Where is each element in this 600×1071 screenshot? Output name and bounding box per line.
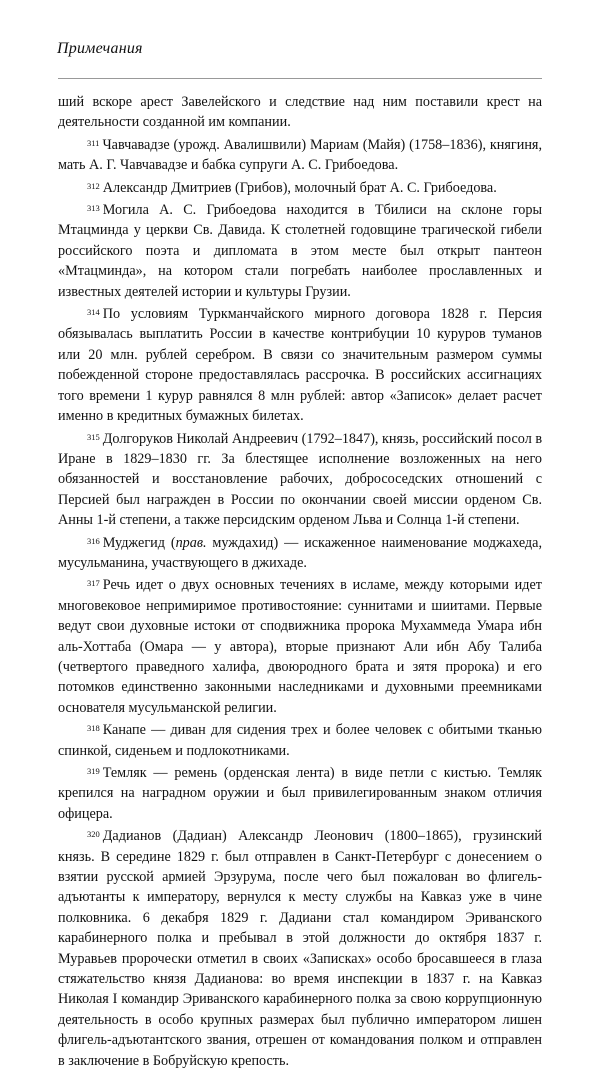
- note-number: 316: [87, 535, 100, 546]
- header-divider: [58, 78, 542, 79]
- note-text: Речь идет о двух основных течениях в исламе, между которыми идет многовековое непримиримое противостояние: суннитами и шиитами. Первые ведут свои духовные истоки от сподвижника пророка Мухаммеда Умара ибн аль-Хоттаба (Омара — у автора), вторые признают Али ибн Абу Талиба (четвертого праведного халифа, двоюродного брата и зятя пророка) и его потомков единственно законными наследниками и духовными преемниками основателя мусульманской религии.: [58, 577, 542, 716]
- note-316: [58, 531, 542, 574]
- note-continuation: [58, 92, 542, 133]
- notes-body: [58, 92, 542, 1071]
- note-text: Дадианов (Дадиан) Александр Леонович (1800–1865), грузинский князь. В середине 1829 г. был отправлен в Санкт-Петербург с донесением о взятии русской армией Эрзурума, после чего был пожалован во флигель-адъютанты к императору, вернулся к месту службы на Кавказ уже в чине полковника. 6 декабря 1829 г. Дадиани стал командиром Эриванского карабинерного полка и пребывал в этой должности до октября 1837 г. Муравьев пророчески отметил в своих «Записках» особо бросавшееся в глаза стяжательство князя Дадианова: во время инспекции в 1837 г. на Кавказ Николая I командир Эриванского карабинерного полка за свою коррупционную деятельность в особо крупных размерах был публично императором лишен флигель-адъютантского звания, отрешен от командования полком и отправлен в заключение в Бобруйскую крепость.: [58, 828, 542, 1069]
- note-text: Могила А. С. Грибоедова находится в Тбилиси на склоне горы Мтацминда у церкви Св. Давида. К столетней годовщине трагической гибели российского поэта и дипломата в этом месте был открыт пантеон «Мтацминда», на котором стали погребать наиболее прославленных и известных деятелей истории и культуры Грузии.: [58, 202, 542, 300]
- note-number: 312: [87, 180, 100, 191]
- note-text: Муджегид (прав. муждахид) — искаженное наименование моджахеда, мусульманина, участвующего в джихаде.: [58, 534, 542, 571]
- italic-abbreviation: прав.: [175, 534, 207, 551]
- note-311: [58, 133, 542, 176]
- note-number: 311: [87, 137, 100, 148]
- note-text: ший вскоре арест Завелейского и следствие над ним поставили крест на деятельности созданной им компании.: [58, 94, 542, 131]
- note-text: Александр Дмитриев (Грибов), молочный брат А. С. Грибоедова.: [102, 179, 497, 196]
- note-number: 315: [87, 431, 100, 442]
- note-318: [58, 718, 542, 761]
- note-number: 320: [87, 829, 100, 840]
- note-text: Чавчавадзе (урожд. Авалишвили) Мариам (Майя) (1758–1836), княгиня, мать А. Г. Чавчавадзе и бабка супруги А. С. Грибоедова.: [58, 136, 542, 174]
- note-number: 313: [87, 203, 100, 214]
- running-header: Примечания: [57, 40, 143, 57]
- note-314: [58, 302, 542, 426]
- note-number: 318: [87, 723, 100, 734]
- note-319: [58, 761, 542, 824]
- note-number: 317: [87, 578, 100, 589]
- note-315: [58, 427, 542, 531]
- note-317: [58, 573, 542, 718]
- note-number: 319: [87, 766, 100, 776]
- note-313: [58, 198, 542, 302]
- note-text: По условиям Туркманчайского мирного договора 1828 г. Персия обязывалась выплатить России в качестве контрибуции 10 куруров туманов или 20 млн. рублей серебром. В связи со значительным размером суммы побежденной стороне предоставлялась рассрочка. В российских ассигнациях того времени 1 курур равнялся 8 млн рублей: автор «Записок» делает расчет именно в кредитных бумажных билетах.: [58, 306, 542, 425]
- note-320: [58, 824, 542, 1071]
- note-312: [58, 176, 542, 198]
- note-text: Канапе — диван для сидения трех и более человек с обитыми тканью спинкой, сиденьем и подлокотниками.: [58, 722, 542, 759]
- note-text: Долгоруков Николай Андреевич (1792–1847), князь, российский посол в Иране в 1829–1830 гг. За блестящее исполнение возложенных на него обязанностей и восстановление рабочих, добрососедских отношений с Персией был награжден в России по окончании своей миссии орденом Св. Анны 1-й степени, а также персидским орденом Льва и Солнца 1-й степени.: [58, 430, 543, 529]
- note-text: Темляк — ремень (орденская лента) в виде петли с кистью. Темляк крепился на наградном оружии и был привилегированным знаком отличия офицера.: [58, 765, 542, 822]
- note-number: 314: [87, 307, 100, 318]
